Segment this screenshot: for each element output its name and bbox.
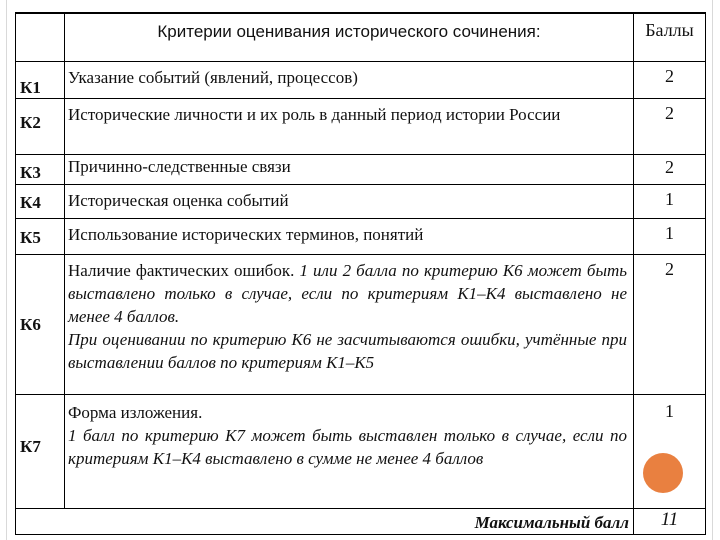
criterion-note: 1 балл по критерию К7 может быть выставлен только в случае, если по критериям К1–К4 выставлено в сумме не менее 4 баллов [68,425,627,468]
total-value-cell [634,508,706,534]
table-row [16,184,706,218]
table-row [16,98,706,154]
criteria-title: Критерии оценивания исторического сочинения: [157,22,541,41]
header-score-cell [634,13,706,61]
criterion-code: К4 [16,184,65,218]
score-title: Баллы [645,20,694,40]
criterion-note: 1 или 2 балла по критерию К6 может быть выставлено только в случае, если по критериям К1–К4 выставлено не менее 4 баллов. [68,260,628,326]
criterion-text: Историческая оценка событий [65,184,634,218]
criterion-code: К2 [16,98,65,154]
criterion-text: Причинно-следственные связи [65,154,634,184]
table-row [16,254,706,394]
criterion-code: К1 [16,61,65,98]
criterion-main-text: Форма изложения. [68,402,203,422]
criterion-score: 2 [634,98,706,154]
criterion-code: К7 [16,394,65,508]
slide-frame-left [6,0,7,540]
criteria-table [15,12,706,535]
criterion-code: К6 [16,254,65,394]
criterion-text [65,394,634,508]
criterion-score: 1 [634,218,706,254]
total-label-cell [65,508,634,534]
criterion-code: К3 [16,154,65,184]
table-row [16,218,706,254]
criterion-text: Исторические личности и их роль в данный период истории России [65,98,634,154]
criterion-text: Использование исторических терминов, понятий [65,218,634,254]
table-row [16,154,706,184]
header-criteria-cell [65,13,634,61]
slide-frame-right [712,0,713,540]
table-header-row [16,13,706,61]
criterion-main-text: Наличие фактических ошибок. [68,260,295,280]
table-row [16,394,706,508]
criterion-score: 2 [634,154,706,184]
total-value: 11 [660,508,679,530]
criterion-score: 1 [634,184,706,218]
criterion-note: При оценивании по критерию К6 не засчитываются ошибки, учтённые при выставлении баллов по критериям К1–К5 [68,329,627,372]
total-row [16,508,706,534]
criterion-score: 2 [634,254,706,394]
total-empty-cell [16,508,65,534]
decorative-orange-circle [643,453,683,493]
criterion-text: Указание событий (явлений, процессов) [65,61,634,98]
criterion-text [65,254,634,394]
table-row [16,61,706,98]
criterion-score: 1 [634,394,706,508]
criterion-score: 2 [634,61,706,98]
criterion-code: К5 [16,218,65,254]
total-label: Максимальный балл [474,512,629,532]
header-empty-cell [16,13,65,61]
